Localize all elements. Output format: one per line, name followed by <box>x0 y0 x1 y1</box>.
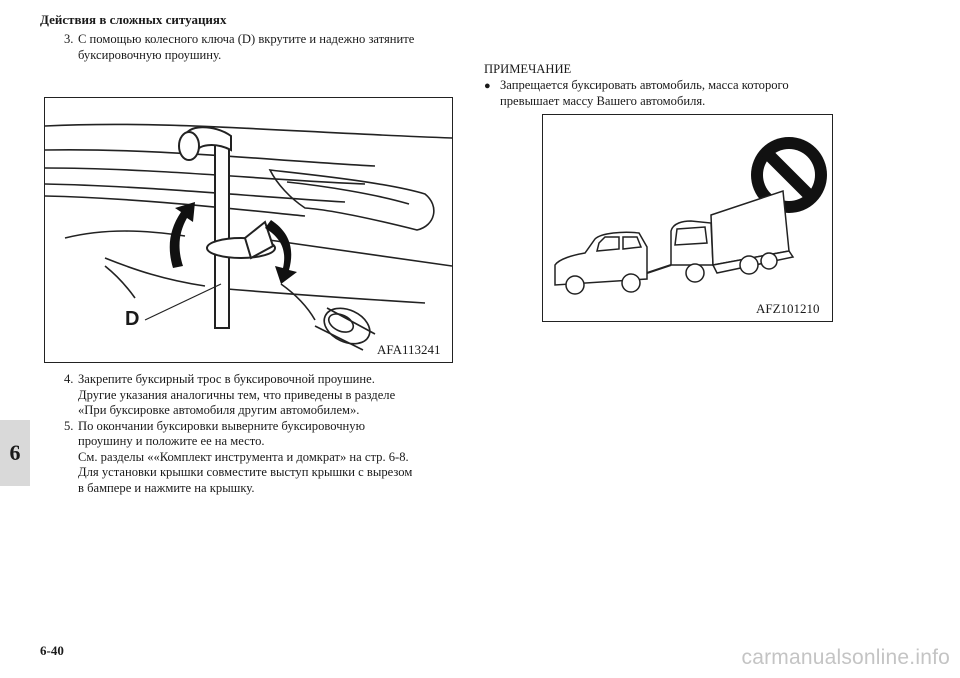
step-4-line-2: Другие указания аналогичны тем, что приведены в разделе <box>78 387 396 402</box>
tow-hook-illustration <box>45 98 452 362</box>
step-4-number: 4. <box>64 372 74 386</box>
step-5-line-1: По окончании буксировки выверните буксировочную <box>78 418 365 433</box>
note-block <box>484 62 864 110</box>
step-3-line-1: С помощью колесного ключа (D) вкрутите и надежно затяните <box>78 32 415 46</box>
figure-2-code: AFZ101210 <box>756 301 820 316</box>
step-5-line-4: Для установки крышки совместите выступ крышки с вырезом <box>78 465 413 479</box>
towing-prohibited-illustration <box>543 115 832 321</box>
figure-tow-hook-wrench <box>44 97 453 363</box>
step-5-line-5: в бампере и нажмите на крышку. <box>78 480 255 495</box>
step-3-line-2: буксировочную проушину. <box>78 47 222 62</box>
watermark: carmanualsonline.info <box>741 646 950 669</box>
car-icon <box>555 232 647 294</box>
figure-towing-prohibited <box>542 114 833 322</box>
figure-1-code: AFA113241 <box>377 342 441 357</box>
note-line-2: превышает массу Вашего автомобиля. <box>500 94 706 108</box>
steps-4-5 <box>64 372 464 496</box>
section-header: Действия в сложных ситуациях <box>40 12 227 27</box>
step-4-line-1: Закрепите буксирный трос в буксировочной проушине. <box>78 372 375 386</box>
note-line-1: Запрещается буксировать автомобиль, масса которого <box>500 77 789 92</box>
chapter-tab: 6 <box>0 420 30 486</box>
step-5-line-2: проушину и положите ее на место. <box>78 434 265 448</box>
step-5-line-3: См. разделы ««Комплект инструмента и домкрат» на стр. 6-8. <box>78 449 409 464</box>
step-3 <box>64 32 464 63</box>
note-title: ПРИМЕЧАНИЕ <box>484 62 572 76</box>
step-3-number: 3. <box>64 32 74 46</box>
truck-icon <box>671 191 793 282</box>
bullet-icon: ● <box>484 79 491 92</box>
page-number: 6-40 <box>40 643 64 658</box>
label-d: D <box>125 308 140 330</box>
step-4-line-3: «При буксировке автомобиля другим автомобилем». <box>78 403 360 417</box>
step-5-number: 5. <box>64 418 74 433</box>
